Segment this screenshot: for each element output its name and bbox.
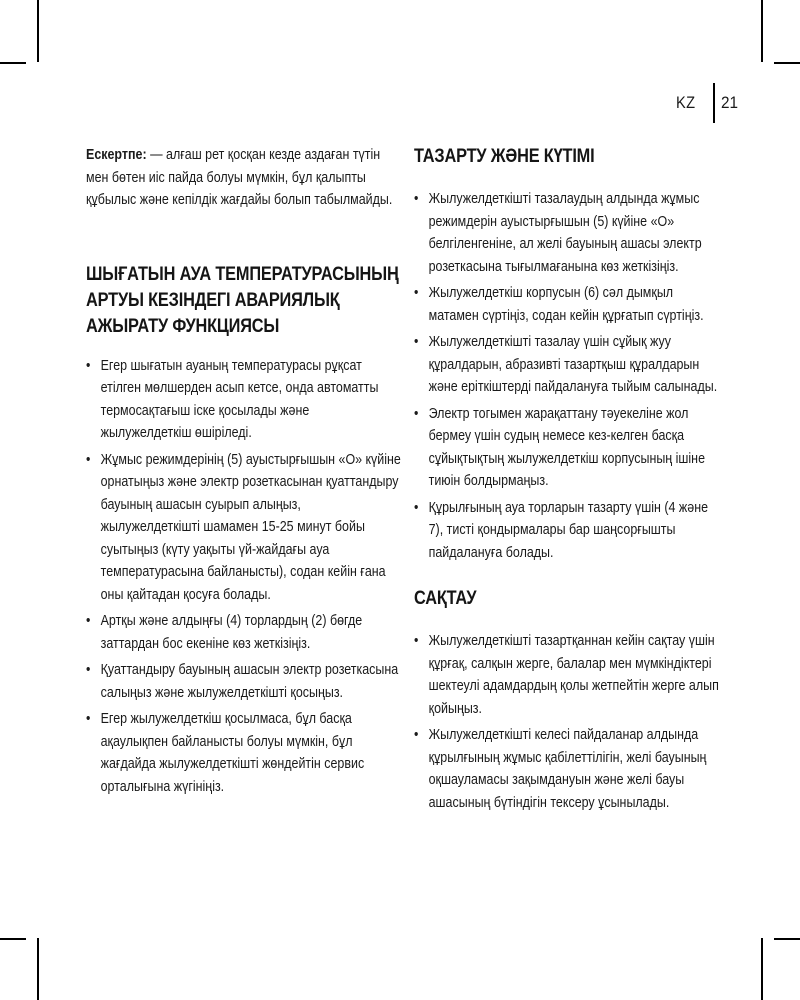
- list-item: • Қуаттандыру бауының ашасын электр розеткасына салыңыз және жылужелдеткішті қосыңыз.: [86, 659, 403, 704]
- crop-mark-top-right-h: [774, 62, 800, 64]
- crop-mark-top-left-h: [0, 62, 26, 64]
- note-paragraph: [86, 144, 403, 212]
- list-item: • Құрылғының ауа торларын тазарту үшін (4 және 7), тисті қондырмалары бар шаңсорғышты пайдалануға болады.: [414, 497, 719, 565]
- crop-mark-bottom-right: [761, 938, 763, 1000]
- list-item: • Жылужелдеткішті тазалаудың алдында жұмыс режимдерін ауыстырғышын (5) күйіне «O» белгіленгеніне, ал желі бауының ашасы электр розеткасына тығылмағанына көз жеткізіңіз.: [414, 188, 719, 278]
- section-gap: [414, 568, 719, 586]
- list-item: • Жұмыс режимдерінің (5) ауыстырғышын «O» күйіне орнатыңыз және электр розеткасынан қуаттандыру бауының ашасын суырып алыңыз, жылужелдеткішті шамамен 15-25 минут бойы суытыңыз (күту уақыты үй-жайдағы ауа температурасына байланысты), содан кейін ғана оны қайтадан қосуға болады.: [86, 449, 403, 607]
- section-title-cleaning: ТАЗАРТУ ЖӘНЕ КҮТІМІ: [414, 146, 595, 167]
- list-item: • Егер жылужелдеткіш қосылмаса, бұл басқа ақаулықпен байланысты болуы мүмкін, бұл жағдайда жылужелдеткішті жөндейтін сервис орталығына жүгініңіз.: [86, 708, 403, 798]
- crop-mark-top-right: [761, 0, 763, 62]
- list-item: • Егер шығатын ауаның температурасы рұқсат етілген мөлшерден асып кетсе, онда автоматты термосақтағыш іске қосылады және жылужелдеткіш өшіріледі.: [86, 355, 403, 445]
- list-item: • Жылужелдеткішті тазартқаннан кейін сақтау үшін құрғақ, салқын жерге, балалар мен мүмкіндіктері шектеулі адамдардың қолы жетпейтін жерге алып қойыңыз.: [414, 630, 719, 720]
- note-label: Ескертпе:: [86, 147, 147, 163]
- cleaning-list: [414, 188, 719, 564]
- crop-mark-bottom-left: [37, 938, 39, 1000]
- language-code: KZ: [676, 93, 696, 112]
- section-title-overheat: ШЫҒАТЫН АУА ТЕМПЕРАТУРАСЫНЫҢ АРТУЫ КЕЗІНДЕГІ АВАРИЯЛЫҚ АЖЫРАТУ ФУНКЦИЯСЫ: [86, 263, 399, 337]
- list-item: • Жылужелдеткішті тазалау үшін сұйық жуу құралдарын, абразивті тазартқыш құралдарын және еріткіштерді пайдалануға тыйым салынады.: [414, 331, 719, 399]
- page-number: 21: [721, 93, 739, 112]
- section-title-storage: САҚТАУ: [414, 588, 477, 609]
- crop-mark-bottom-left-h: [0, 938, 26, 940]
- list-item: • Жылужелдеткіш корпусын (6) сәл дымқыл матамен сүртіңіз, содан кейін құрғатып сүртіңіз.: [414, 282, 719, 327]
- crop-mark-top-left: [37, 0, 39, 62]
- overheat-list: [86, 355, 403, 799]
- note-text: — алғаш рет қосқан кезде аздаған түтін мен бөтен иіс пайда болуы мүмкін, бұл қалыпты құбылыс және кепілдік жағдайы болып табылмайды.: [86, 147, 393, 208]
- header-divider: [713, 83, 715, 123]
- list-item: • Артқы және алдыңғы (4) торлардың (2) бөгде заттардан бос екеніне көз жеткізіңіз.: [86, 610, 403, 655]
- crop-mark-bottom-right-h: [774, 938, 800, 940]
- list-item: • Жылужелдеткішті келесі пайдаланар алдында құрылғының жұмыс қабілеттілігін, желі бауының оқшауламасы зақымдануын және желі бауы ашасының бүтіндігін тексеру ұсынылады.: [414, 724, 719, 814]
- list-item: • Электр тогымен жарақаттану тәуекеліне жол бермеу үшін судың немесе кез-келген басқа сұйықтықтың жылужелдеткіш корпусының ішіне тиюін болдырмаңыз.: [414, 403, 719, 493]
- right-column: [414, 144, 720, 818]
- left-column: [86, 144, 404, 802]
- storage-list: [414, 630, 719, 814]
